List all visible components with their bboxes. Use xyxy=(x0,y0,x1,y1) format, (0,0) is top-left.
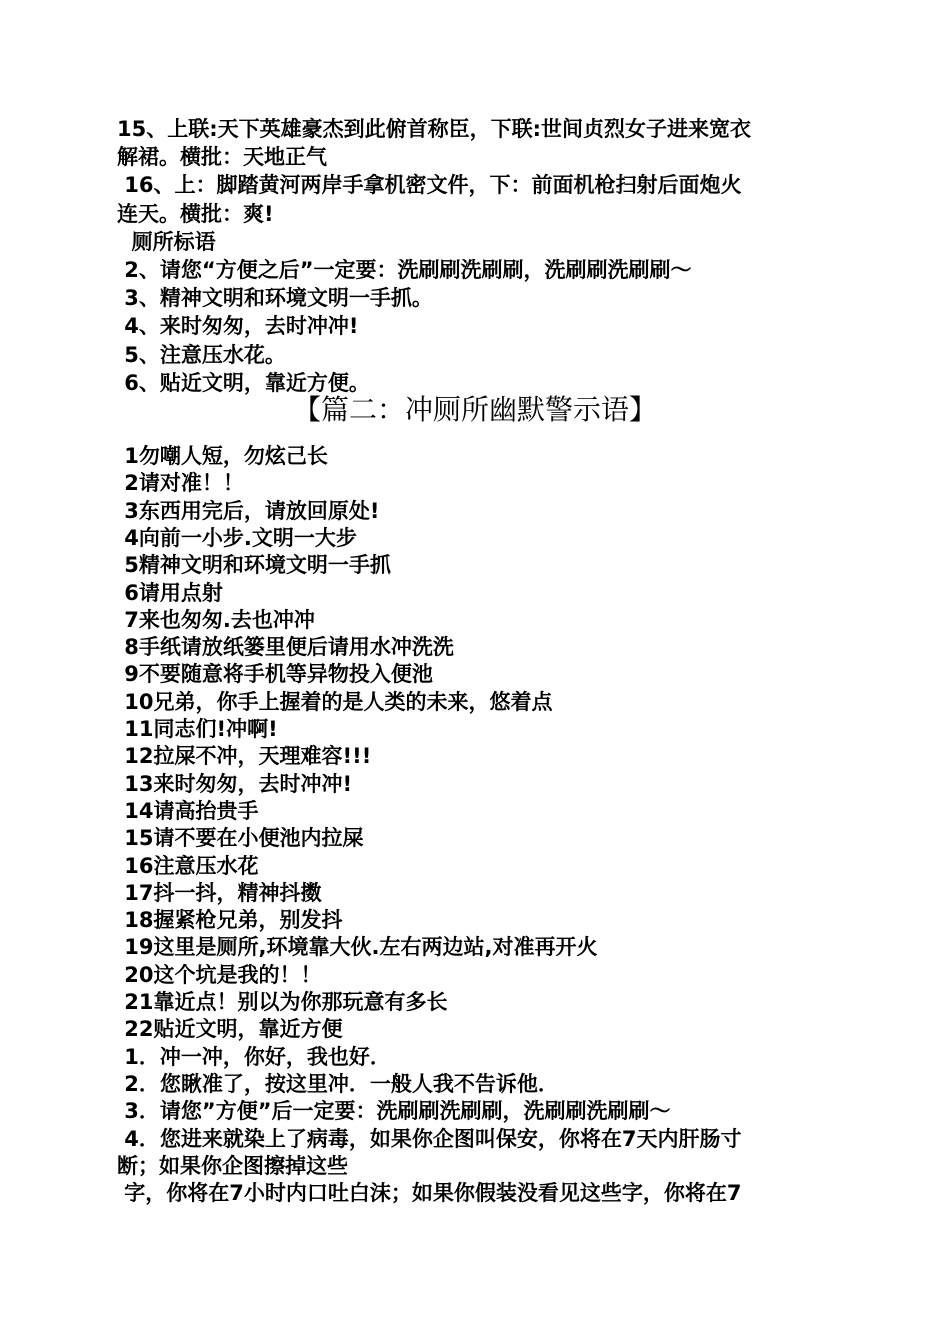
list-item: 20这个坑是我的！！ xyxy=(117,962,322,987)
list-item: 22贴近文明，靠近方便 xyxy=(117,1017,343,1042)
list-item: 18握紧枪兄弟，别发抖 xyxy=(117,908,343,933)
list-item: 7来也匆匆.去也冲冲 xyxy=(117,607,315,632)
list-item: 断；如果你企图擦掉这些 xyxy=(117,1153,348,1178)
text-line: 解裙。横批：天地正气 xyxy=(117,145,327,170)
list-item: 2请对准！！ xyxy=(117,471,244,496)
list-item: 4向前一小步.文明一大步 xyxy=(117,525,357,550)
list-item: 6请用点射 xyxy=(117,580,223,605)
text-line: 6、贴近文明，靠近方便。 xyxy=(117,370,370,395)
text-line: 16、上：脚踏黄河两岸手拿机密文件，下：前面机枪扫射后面炮火 xyxy=(117,173,742,198)
list-item: 3东西用完后，请放回原处! xyxy=(117,498,380,523)
list-item: 字，你将在7小时内口吐白沫；如果你假装没看见这些字，你将在7 xyxy=(117,1181,742,1206)
list-item: 10兄弟，你手上握着的是人类的未来，悠着点 xyxy=(117,689,553,714)
list-item: 21靠近点！别以为你那玩意有多长 xyxy=(117,990,448,1014)
section-heading: 【篇二：冲厕所幽默警示语】 xyxy=(292,393,657,426)
text-line: 厕所标语 xyxy=(117,229,216,254)
list-item: 11同志们!冲啊! xyxy=(117,717,278,741)
text-line: 15、上联:天下英雄豪杰到此俯首称臣，下联:世间贞烈女子进来宽衣 xyxy=(117,117,752,141)
text-line: 连天。横批：爽! xyxy=(117,201,274,226)
list-item: 17抖一抖，精神抖擞 xyxy=(117,880,322,905)
list-item: 19这里是厕所,环境靠大伙.左右两边站,对准再开火 xyxy=(117,935,598,960)
list-item: 12拉屎不冲，天理难容!!! xyxy=(117,744,372,769)
list-item: 13来时匆匆，去时冲冲! xyxy=(117,771,353,796)
list-item: 14请高抬贵手 xyxy=(117,798,259,823)
list-item: 1勿嘲人短，勿炫己长 xyxy=(117,444,328,468)
list-item: 2．您瞅准了，按这里冲．一般人我不告诉他． xyxy=(117,1071,559,1096)
list-item: 8手纸请放纸篓里便后请用水冲洗洗 xyxy=(117,635,454,660)
list-item: 5精神文明和环境文明一手抓 xyxy=(117,553,391,578)
list-item: 1．冲一冲，你好，我也好． xyxy=(117,1044,391,1069)
list-item: 15请不要在小便池内拉屎 xyxy=(117,826,364,851)
list-item: 3．请您”方便”后一定要：洗刷刷洗刷刷，洗刷刷洗刷刷～ xyxy=(117,1099,671,1124)
list-item: 4．您进来就染上了病毒，如果你企图叫保安，你将在7天内肝肠寸 xyxy=(117,1126,742,1151)
text-line: 3、精神文明和环境文明一手抓。 xyxy=(117,286,433,311)
text-line: 4、来时匆匆，去时冲冲! xyxy=(117,314,359,339)
text-line: 2、请您“方便之后”一定要：洗刷刷洗刷刷，洗刷刷洗刷刷～ xyxy=(117,258,692,282)
list-item: 16注意压水花 xyxy=(117,853,259,878)
text-line: 5、注意压水花。 xyxy=(117,342,286,367)
list-item: 9不要随意将手机等异物投入便池 xyxy=(117,662,433,687)
